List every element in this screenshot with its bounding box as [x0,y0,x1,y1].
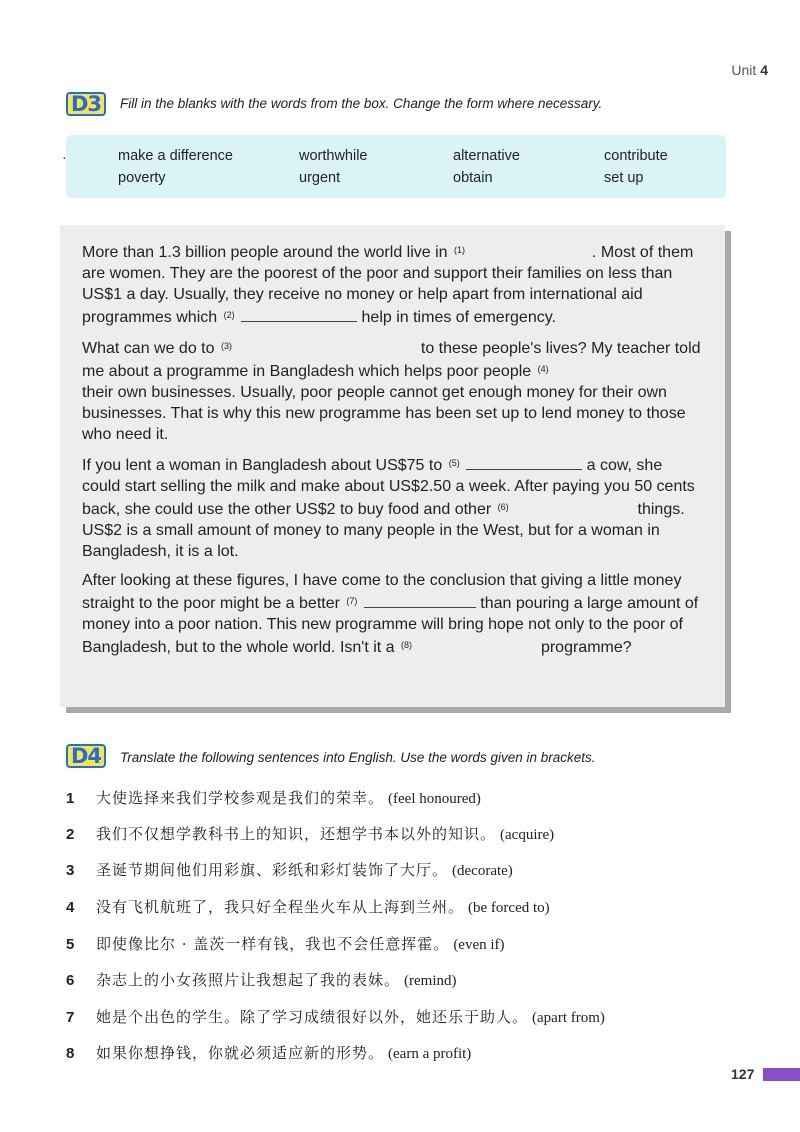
translation-item: 2 我们不仅想学教科书上的知识，还想学书本以外的知识。 (acquire) [66,825,555,843]
paragraph-2: What can we do to $^{(3)}$ to these people's lives? My teacher told me about a programme in Bangladesh which helps poor people $^{(4)}$ their own businesses. Usually, poor people cannot get enough money for their own businesses. That is why this new programme has been set up to lend money to those who need it. [82,340,701,443]
word-item: poverty [118,170,166,186]
blank-number: (7) [346,596,358,606]
word-item: alternative [453,148,520,164]
word-item: obtain [453,170,493,186]
translation-item: 3 圣诞节期间他们用彩旗、彩纸和彩灯装饰了大厅。 (decorate) [66,861,513,879]
translation-item: 8 如果你想挣钱，你就必须适应新的形势。 (earn a profit) [66,1044,472,1062]
page-accent-bar [763,1068,800,1081]
blank-number: (1) [454,245,466,255]
translation-item: 4 没有飞机航班了，我只好全程坐火车从上海到兰州。 (be forced to) [66,898,550,916]
translation-item: 7 她是个出色的学生。除了学习成绩很好以外，她还乐于助人。 (apart from) [66,1008,605,1026]
blank-5[interactable] [466,455,582,470]
blank-7[interactable] [364,593,476,608]
translation-item: 6 杂志上的小女孩照片让我想起了我的表妹。 (remind) [66,971,457,989]
word-box-bullet: · [62,149,67,165]
translation-item: 1 大使选择来我们学校参观是我们的荣幸。 (feel honoured) [66,789,481,807]
page-number: 127 [731,1066,755,1082]
translation-item: 5 即使像比尔 · 盖茨一样有钱，我也不会任意挥霍。 (even if) [66,935,505,953]
blank-2[interactable] [241,307,357,322]
word-item: worthwhile [299,148,368,164]
word-item: make a difference [118,148,233,164]
word-item: urgent [299,170,341,186]
blank-number: (6) [497,502,509,512]
blank-number: (2) [223,310,235,320]
word-box [62,135,726,198]
d3-badge: D3 [66,92,106,116]
reading-passage [60,225,725,707]
d4-instruction: Translate the following sentences into English. Use the words given in brackets. [120,750,596,765]
blank-number: (3) [220,341,232,351]
blank-number: (5) [448,458,460,468]
word-item: set up [604,170,644,186]
blank-number: (8) [401,640,413,650]
paragraph-1: More than 1.3 billion people around the world live in $^{(1)}$ . Most of them are women. They are the poorest of the poor and support their families on less than US$1 a day. Usually, they receive no money or help apart from international aid programmes which $^{(2)}$ help in times of emergency. [82,244,694,326]
blank-number: (4) [537,364,549,374]
unit-number: 4 [760,62,768,78]
word-item: contribute [604,148,668,164]
paragraph-3: If you lent a woman in Bangladesh about US$75 to $^{(5)}$ a cow, she could start selling the milk and make about US$2.50 a week. After paying you 50 cents back, she could use the other US$2 to buy food and other $^{(6)}$ things. US$2 is a small amount of money to many people in the West, but for a woman in Bangladesh, it is a lot. [82,457,695,560]
unit-label: Unit 4 [731,62,768,78]
paragraph-4: After looking at these figures, I have come to the conclusion that giving a little money straight to the poor might be a better $^{(7)}$ than pouring a large amount of money into a poor nation. This new programme will bring hope not only to the poor of Bangladesh, but to the whole world. Isn't it a $^{(8)}$ programme? [82,572,699,656]
d3-instruction: Fill in the blanks with the words from the box. Change the form where necessary. [120,96,603,111]
d4-badge: D4 [66,744,106,768]
